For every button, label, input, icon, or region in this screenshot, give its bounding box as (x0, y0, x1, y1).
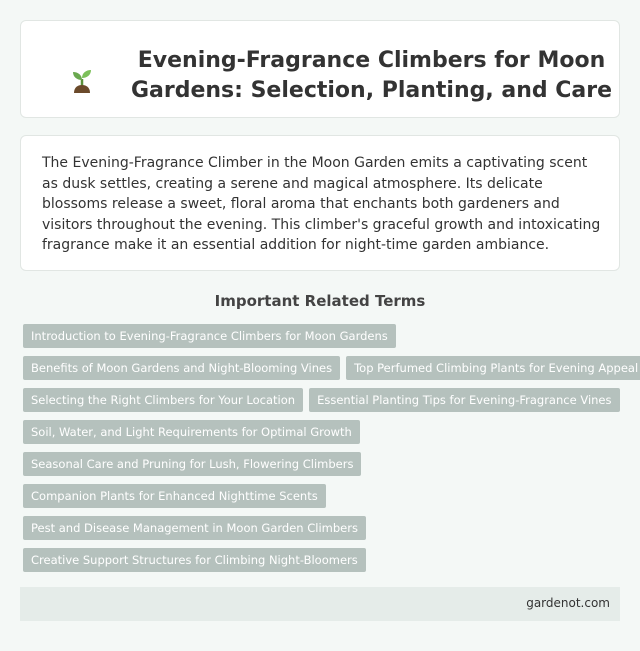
related-terms-list (20, 324, 639, 580)
related-terms-heading: Important Related Terms (214, 292, 426, 310)
footer-site-link[interactable]: gardenot.com (526, 596, 610, 610)
header-card (20, 20, 620, 118)
related-term-tag[interactable]: Seasonal Care and Pruning for Lush, Flowering Climbers (23, 452, 361, 476)
page-title: Evening-Fragrance Climbers for Moon Gardens: Selection, Planting, and Care (130, 48, 613, 103)
related-term-tag[interactable]: Top Perfumed Climbing Plants for Evening Appeal (346, 356, 640, 380)
sprout-icon (67, 65, 97, 95)
related-term-tag[interactable]: Introduction to Evening-Fragrance Climbers for Moon Gardens (23, 324, 396, 348)
related-term-tag[interactable]: Essential Planting Tips for Evening-Fragrance Vines (309, 388, 619, 412)
related-term-tag[interactable]: Pest and Disease Management in Moon Garden Climbers (23, 516, 366, 540)
footer (20, 587, 620, 621)
related-term-tag[interactable]: Soil, Water, and Light Requirements for Optimal Growth (23, 420, 360, 444)
description-text: The Evening-Fragrance Climber in the Moon Garden emits a captivating scent as dusk settles, creating a serene and magical atmosphere. Its delicate blossoms release a sweet, floral aroma that enchants both gardeners and visitors throughout the evening. This climber's graceful growth and intoxicating fragrance make it an essential addition for night-time garden ambiance. (42, 155, 601, 253)
related-term-tag[interactable]: Selecting the Right Climbers for Your Location (23, 388, 303, 412)
related-term-tag[interactable]: Benefits of Moon Gardens and Night-Blooming Vines (23, 356, 340, 380)
related-term-tag[interactable]: Companion Plants for Enhanced Nighttime Scents (23, 484, 326, 508)
description-card (20, 135, 620, 271)
related-term-tag[interactable]: Creative Support Structures for Climbing Night-Bloomers (23, 548, 366, 572)
